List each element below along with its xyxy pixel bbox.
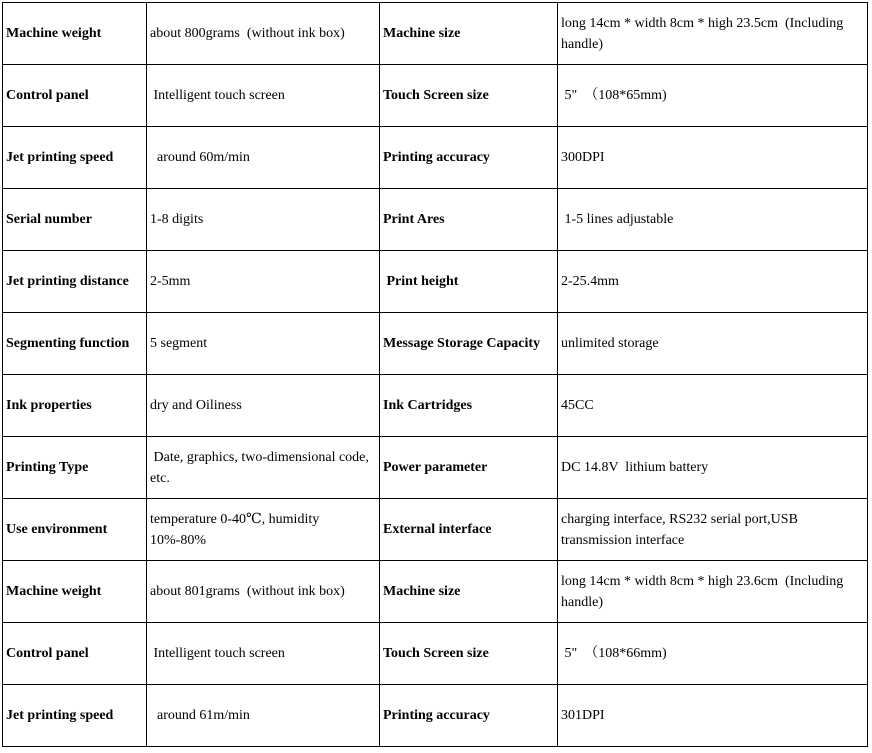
- table-row: [3, 313, 868, 375]
- spec-label: Jet printing speed: [3, 127, 147, 189]
- table-row: [3, 499, 868, 561]
- table-row: [3, 189, 868, 251]
- spec-value: DC 14.8V lithium battery: [558, 437, 868, 499]
- spec-table-body: [3, 3, 868, 747]
- spec-table: [2, 2, 868, 747]
- table-row: [3, 65, 868, 127]
- table-row: [3, 561, 868, 623]
- spec-value: 301DPI: [558, 685, 868, 747]
- spec-label: Touch Screen size: [380, 65, 558, 127]
- spec-value: Date, graphics, two-dimensional code, etc.: [147, 437, 380, 499]
- spec-label: External interface: [380, 499, 558, 561]
- spec-label: Printing Type: [3, 437, 147, 499]
- spec-label: Printing accuracy: [380, 685, 558, 747]
- table-row: [3, 127, 868, 189]
- spec-value: 5" （108*66mm): [558, 623, 868, 685]
- spec-label: Machine weight: [3, 3, 147, 65]
- spec-value: unlimited storage: [558, 313, 868, 375]
- spec-value: 5" （108*65mm): [558, 65, 868, 127]
- spec-label: Jet printing distance: [3, 251, 147, 313]
- spec-value: 2-5mm: [147, 251, 380, 313]
- spec-label: Jet printing speed: [3, 685, 147, 747]
- spec-label: Ink Cartridges: [380, 375, 558, 437]
- spec-value: around 60m/min: [147, 127, 380, 189]
- table-row: [3, 437, 868, 499]
- spec-label: Segmenting function: [3, 313, 147, 375]
- spec-label: Use environment: [3, 499, 147, 561]
- spec-value: about 800grams (without ink box): [147, 3, 380, 65]
- spec-value: 45CC: [558, 375, 868, 437]
- spec-value: temperature 0-40℃, humidity 10%-80%: [147, 499, 380, 561]
- spec-label: Control panel: [3, 623, 147, 685]
- spec-value: 2-25.4mm: [558, 251, 868, 313]
- spec-label: Ink properties: [3, 375, 147, 437]
- spec-label: Touch Screen size: [380, 623, 558, 685]
- spec-value: about 801grams (without ink box): [147, 561, 380, 623]
- spec-value: Intelligent touch screen: [147, 65, 380, 127]
- spec-value: around 61m/min: [147, 685, 380, 747]
- spec-label: Machine weight: [3, 561, 147, 623]
- spec-label: Control panel: [3, 65, 147, 127]
- table-row: [3, 375, 868, 437]
- spec-label: Message Storage Capacity: [380, 313, 558, 375]
- spec-value: long 14cm * width 8cm * high 23.5cm (Including handle): [558, 3, 868, 65]
- spec-value: Intelligent touch screen: [147, 623, 380, 685]
- spec-value: charging interface, RS232 serial port,USB transmission interface: [558, 499, 868, 561]
- spec-value: 300DPI: [558, 127, 868, 189]
- table-row: [3, 623, 868, 685]
- spec-value: dry and Oiliness: [147, 375, 380, 437]
- spec-value: 1-8 digits: [147, 189, 380, 251]
- spec-label: Power parameter: [380, 437, 558, 499]
- spec-label: Printing accuracy: [380, 127, 558, 189]
- spec-value: 5 segment: [147, 313, 380, 375]
- spec-value: 1-5 lines adjustable: [558, 189, 868, 251]
- spec-label: Machine size: [380, 561, 558, 623]
- table-row: [3, 3, 868, 65]
- spec-label: Print height: [380, 251, 558, 313]
- spec-label: Machine size: [380, 3, 558, 65]
- spec-value: long 14cm * width 8cm * high 23.6cm (Including handle): [558, 561, 868, 623]
- table-row: [3, 685, 868, 747]
- table-row: [3, 251, 868, 313]
- spec-label: Serial number: [3, 189, 147, 251]
- spec-label: Print Ares: [380, 189, 558, 251]
